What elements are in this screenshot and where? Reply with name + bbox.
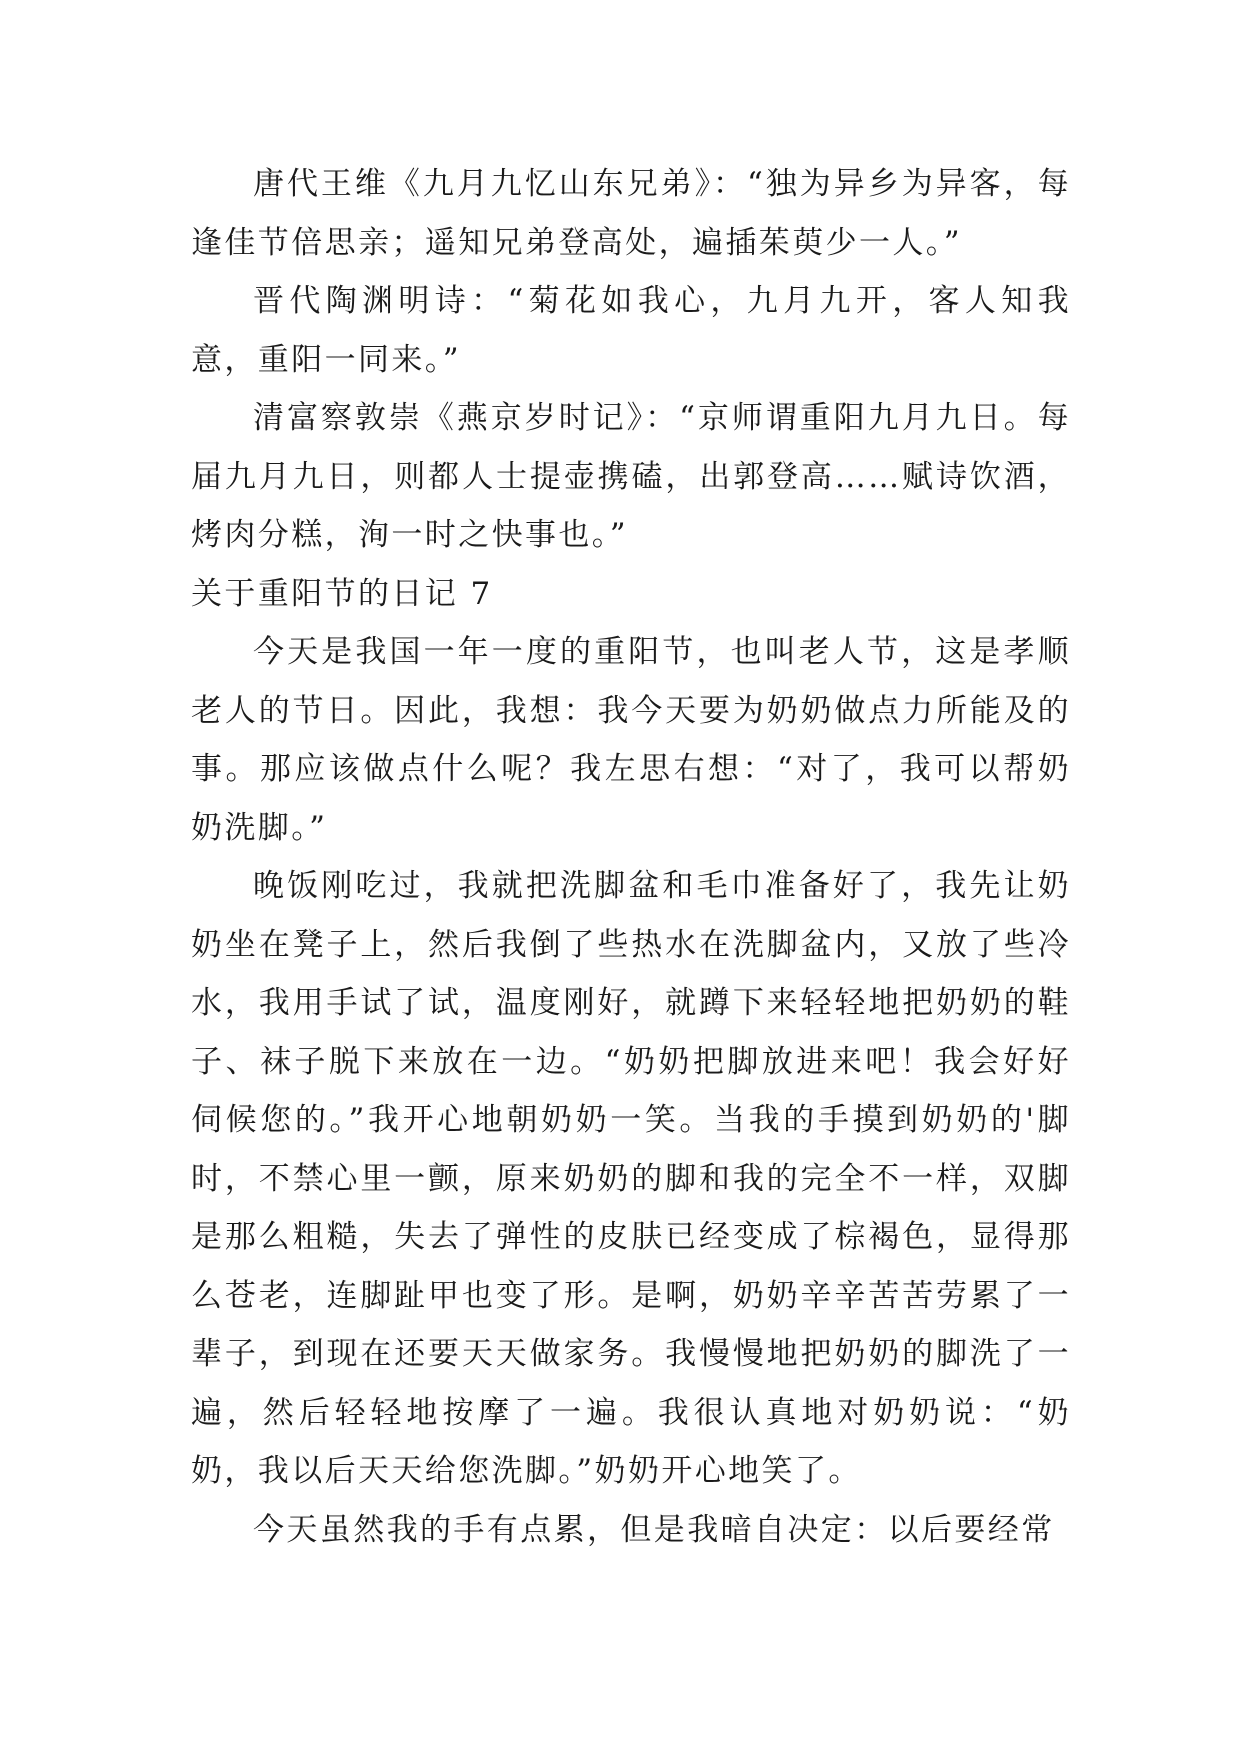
paragraph-diary-washing-feet: 晚饭刚吃过，我就把洗脚盆和毛巾准备好了，我先让奶奶坐在凳子上，然后我倒了些热水在洗脚盆内，又放了些冷水，我用手试了试，温度刚好，就蹲下来轻轻地把奶奶的鞋子、袜子脱下来放在一边。“奶奶把脚放进来吧！我会好好伺候您的。”我开心地朝奶奶一笑。当我的手摸到奶奶的'脚时，不禁心里一颤，原来奶奶的脚和我的完全不一样，双脚是那么粗糙，失去了弹性的皮肤已经变成了棕褐色，显得那么苍老，连脚趾甲也变了形。是啊，奶奶辛辛苦苦劳累了一辈子，到现在还要天天做家务。我慢慢地把奶奶的脚洗了一遍，然后轻轻地按摩了一遍。我很认真地对奶奶说：“奶奶，我以后天天给您洗脚。”奶奶开心地笑了。 <box>191 868 1071 1489</box>
section-heading: 关于重阳节的日记 7 <box>191 575 493 612</box>
paragraph-wangwei-poem: 唐代王维《九月九忆山东兄弟》：“独为异乡为异客，每逢佳节倍思亲；遥知兄弟登高处，遍插茱萸少一人。” <box>191 166 1071 261</box>
paragraph-diary-intro: 今天是我国一年一度的重阳节，也叫老人节，这是孝顺老人的节日。因此，我想：我今天要为奶奶做点力所能及的事。那应该做点什么呢？我左思右想：“对了，我可以帮奶奶洗脚。” <box>191 634 1071 846</box>
paragraph-taoyuanming-poem: 晋代陶渊明诗：“菊花如我心，九月九开，客人知我意，重阳一同来。” <box>191 283 1071 378</box>
paragraph-diary-conclusion: 今天虽然我的手有点累，但是我暗自决定：以后要经常 <box>253 1511 1055 1548</box>
document-body <box>191 155 1071 1559</box>
paragraph-yanjing-record: 清富察敦崇《燕京岁时记》：“京师谓重阳九月九日。每届九月九日，则都人士提壶携磕，出郭登高……赋诗饮酒，烤肉分糕，洵一时之快事也。” <box>191 400 1071 553</box>
